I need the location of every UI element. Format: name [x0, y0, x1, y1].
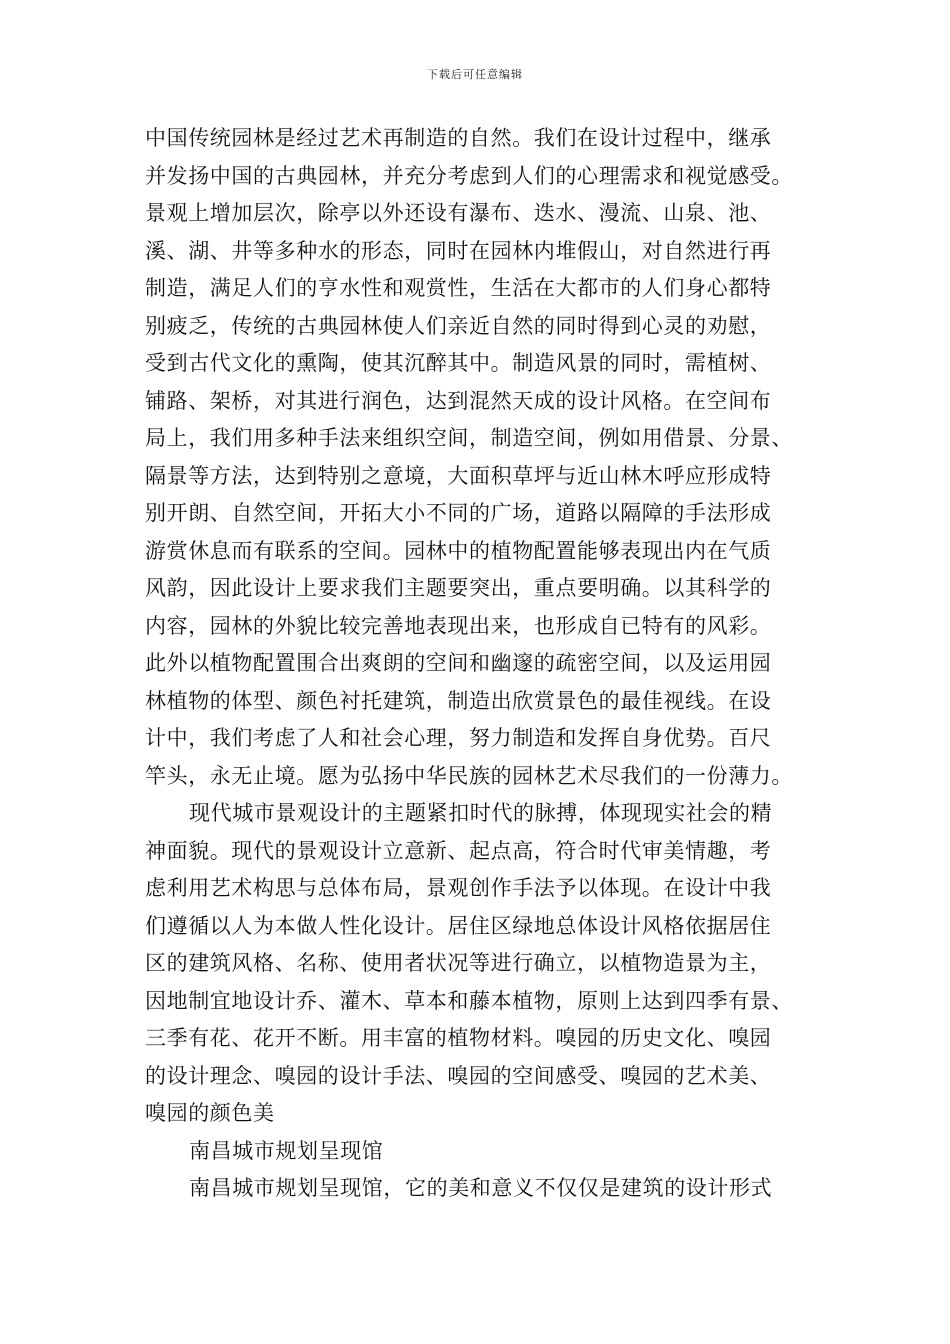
section-heading: 南昌城市规划呈现馆	[189, 1138, 384, 1163]
text-line: 竿头，永无止境。愿为弘扬中华民族的园林艺术尽我们的一份薄力。	[145, 763, 793, 788]
text-line: 别开朗、自然空间，开拓大小不同的广场，道路以隔障的手法形成	[145, 501, 772, 525]
text-line: 铺路、架桥，对其进行润色，达到混然天成的设计风格。在空间布	[145, 388, 772, 413]
text-line: 中国传统园林是经过艺术再制造的自然。我们在设计过程中，继承	[145, 126, 772, 150]
body-text	[145, 120, 810, 1208]
text-line: 风韵，因此设计上要求我们主题要突出，重点要明确。以其科学的	[145, 576, 772, 600]
text-line: 别疲乏，传统的古典园林使人们亲近自然的同时得到心灵的劝慰，	[145, 313, 772, 338]
header-note: 下载后可任意编辑	[427, 68, 523, 81]
text-line: 受到古代文化的熏陶，使其沉醉其中。制造风景的同时，需植树、	[145, 351, 772, 375]
text-line: 并发扬中国的古典园林，并充分考虑到人们的心理需求和视觉感受。	[145, 163, 793, 188]
text-line: 景观上增加层次，除亭以外还设有瀑布、迭水、漫流、山泉、池、	[145, 201, 772, 225]
text-line: 局上，我们用多种手法来组织空间，制造空间，例如用借景、分景、	[145, 426, 793, 450]
text-line: 们遵循以人为本做人性化设计。居住区绿地总体设计风格依据居住	[145, 913, 772, 938]
paragraph-start-line: 现代城市景观设计的主题紧扣时代的脉搏，体现现实社会的精	[189, 801, 773, 825]
text-line: 的设计理念、嗅园的设计手法、嗅园的空间感受、嗅园的艺术美、	[145, 1063, 772, 1088]
text-line: 虑利用艺术构思与总体布局，景观创作手法予以体现。在设计中我	[145, 876, 772, 900]
text-line: 此外以植物配置围合出爽朗的空间和幽邃的疏密空间，以及运用园	[145, 651, 772, 675]
text-line: 神面貌。现代的景观设计立意新、起点高，符合时代审美情趣，考	[145, 838, 772, 863]
text-line: 计中，我们考虑了人和社会心理，努力制造和发挥自身优势。百尺	[145, 726, 772, 750]
text-line: 溪、湖、井等多种水的形态，同时在园林内堆假山，对自然进行再	[145, 238, 772, 263]
text-line: 内容，园林的外貌比较完善地表现出来，也形成自已特有的风彩。	[145, 613, 772, 638]
text-line: 隔景等方法，达到特别之意境，大面积草坪与近山林木呼应形成特	[145, 463, 772, 488]
text-line: 区的建筑风格、名称、使用者状况等进行确立，以植物造景为主，	[145, 951, 772, 975]
paragraph-start-line: 南昌城市规划呈现馆，它的美和意义不仅仅是建筑的设计形式	[189, 1176, 773, 1200]
text-line: 林植物的体型、颜色衬托建筑，制造出欣赏景色的最佳视线。在设	[145, 688, 772, 713]
text-line: 因地制宜地设计乔、灌木、草本和藤本植物，原则上达到四季有景、	[145, 988, 793, 1013]
text-line: 游赏休息而有联系的空间。园林中的植物配置能够表现出内在气质	[145, 538, 772, 563]
text-line: 三季有花、花开不断。用丰富的植物材料。嗅园的历史文化、嗅园	[145, 1026, 772, 1050]
text-line: 制造，满足人们的亨水性和观赏性，生活在大都市的人们身心都特	[145, 276, 772, 300]
text-line: 嗅园的颜色美	[145, 1101, 275, 1125]
